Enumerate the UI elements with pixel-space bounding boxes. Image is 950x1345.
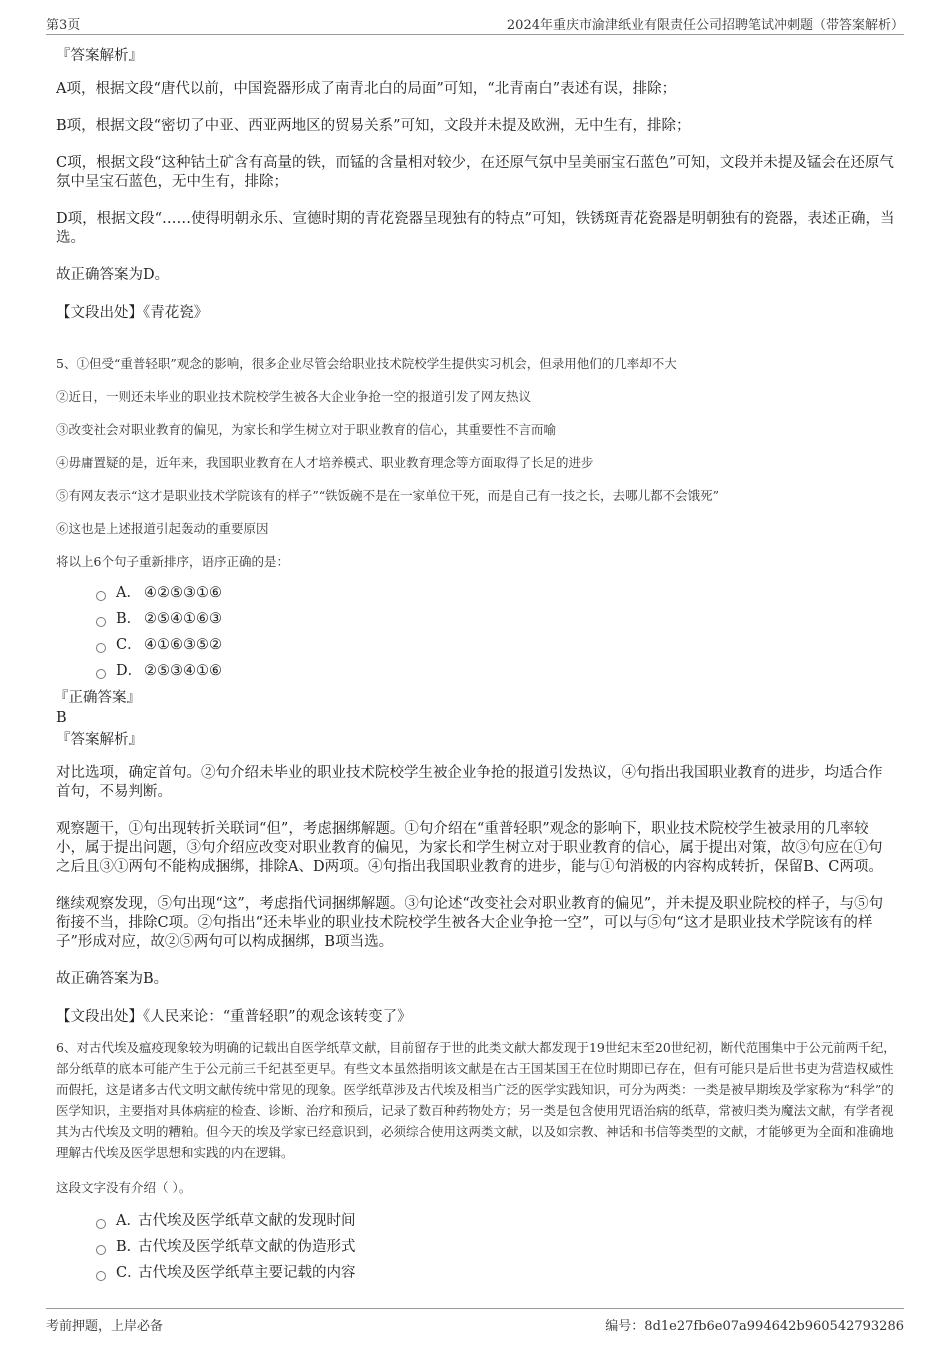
option-letter: B． <box>116 611 142 627</box>
q5-analysis-2: 观察题干，①句出现转折关联词“但”，考虑捆绑解题。①句介绍在“重普轻职”观念的影响下，职业技术院校学生被录用的几率较小，属于提出问题，③句介绍应改变对职业教育的偏见，为家长和学生树立对于职业教育的信心，属于提出对策，故③句应在①句之后且③①两句不能构成捆绑，排除A、D两项。④句指出我国职业教育的进步，能与①句消极的内容构成转折，保留B、C两项。 <box>56 821 883 875</box>
q5-conclusion: 故正确答案为B。 <box>56 971 169 987</box>
radio-icon[interactable] <box>96 591 106 601</box>
q5-sentence-2: ②近日，一则还未毕业的职业技术院校学生被各大企业争抢一空的报道引发了网友热议 <box>56 389 532 404</box>
q5-source: 【文段出处】《人民来论：“重普轻职”的观念该转变了》 <box>56 1009 412 1025</box>
q5-sentence-5: ⑤有网友表示“这才是职业技术学院该有的样子”“铁饭碗不是在一家单位干死，而是自己有一技之长，去哪儿都不会饿死” <box>56 488 720 503</box>
q6-prompt: 这段文字没有介绍（ ）。 <box>56 1180 192 1195</box>
option-text: 古代埃及医学纸草主要记载的内容 <box>138 1265 356 1281</box>
option-text: 古代埃及医学纸草文献的发现时间 <box>138 1213 356 1229</box>
q5-option-b[interactable] <box>96 606 896 632</box>
main-content <box>56 46 896 1290</box>
page-footer <box>46 1308 904 1337</box>
radio-icon[interactable] <box>96 1271 106 1281</box>
q5-sentence-1: 5、①但受“重普轻职”观念的影响，很多企业尽管会给职业技术院校学生提供实习机会，但录用他们的几率却不大 <box>56 356 677 371</box>
radio-icon[interactable] <box>96 1245 106 1255</box>
radio-icon[interactable] <box>96 643 106 653</box>
q5-analysis-1: 对比选项，确定首句。②句介绍未毕业的职业技术院校学生被企业争抢的报道引发热议，④句指出我国职业教育的进步，均适合作首句，不易判断。 <box>56 765 883 800</box>
option-text: ②⑤③④①⑥ <box>144 663 222 679</box>
radio-icon[interactable] <box>96 669 106 679</box>
q5-option-d[interactable] <box>96 658 896 684</box>
q4-analysis-a: A项，根据文段“唐代以前，中国瓷器形成了南青北白的局面”可知，“北青南白”表述有误，排除； <box>56 81 677 97</box>
q5-analysis-3: 继续观察发现，⑤句出现“这”，考虑指代词捆绑解题。③句论述“改变社会对职业教育的偏见”，并未提及职业院校的样子，与⑤句衔接不当，排除C项。②句指出“还未毕业的职业技术院校学生被各大企业争抢一空”，可以与⑤句“这才是职业技术学院该有的样子”形成对应，故②⑤两句可以构成捆绑，B项当选。 <box>56 896 884 950</box>
q6-options <box>96 1208 896 1286</box>
q5-correct-label: 『正确答案』 <box>54 690 141 706</box>
q4-analysis-label: 『答案解析』 <box>56 48 143 64</box>
option-letter: C． <box>116 637 142 653</box>
q5-option-a[interactable] <box>96 580 896 606</box>
q6-passage: 6、对古代埃及瘟疫现象较为明确的记载出自医学纸草文献，目前留存于世的此类文献大都发现于19世纪末至20世纪初，断代范围集中于公元前两千纪，部分纸草的底本可能产生于公元前三千纪甚至更早。有些文本虽然指明该文献是在古王国某国王在位时期即已存在，但有可能只是后世书吏为营造权威性而假托，这是诸多古代文明文献传统中常见的现象。医学纸草涉及古代埃及相当广泛的医学实践知识，可分为两类：一类是被早期埃及学家称为“科学”的医学知识，主要指对具体病症的检查、诊断、治疗和预后，记录了数百种药物处方；另一类是包含使用咒语治病的纸草，常被归类为魔法文献，有学者视其为古代埃及文明的糟粕。但今天的埃及学家已经意识到，必须综合使用这两类文献，以及如宗教、神话和书信等类型的文献，才能够更为全面和准确地理解古代埃及医学思想和实践的内在逻辑。 <box>56 1040 896 1160</box>
q5-prompt: 将以上6个句子重新排序，语序正确的是： <box>56 554 289 569</box>
q4-conclusion: 故正确答案为D。 <box>56 267 170 283</box>
option-text: ②⑤④①⑥③ <box>144 611 222 627</box>
page-header <box>46 12 904 35</box>
option-letter: A． <box>116 585 141 601</box>
q5-sentence-4: ④毋庸置疑的是，近年来，我国职业教育在人才培养模式、职业教育理念等方面取得了长足的进步 <box>56 455 594 470</box>
radio-icon[interactable] <box>96 1219 106 1229</box>
code-value: 8d1e27fb6e07a994642b960542793286 <box>644 1319 904 1334</box>
q5-options <box>96 580 896 684</box>
q5-option-c[interactable] <box>96 632 896 658</box>
option-letter: D． <box>116 663 143 679</box>
q5-correct-answer: B <box>56 710 67 726</box>
q4-analysis-d: D项，根据文段“……使得明朝永乐、宣德时期的青花瓷器呈现独有的特点”可知，铁锈斑青花瓷器是明朝独有的瓷器，表述正确，当选。 <box>56 211 895 246</box>
document-code <box>605 1315 904 1334</box>
q4-source: 【文段出处】《青花瓷》 <box>56 305 209 321</box>
q5-analysis-label: 『答案解析』 <box>56 732 143 748</box>
footer-slogan: 考前押题，上岸必备 <box>46 1319 164 1334</box>
page-number: 第3页 <box>46 18 81 33</box>
option-text: 古代埃及医学纸草文献的伪造形式 <box>138 1239 356 1255</box>
option-text: ④②⑤③①⑥ <box>144 585 222 601</box>
option-letter: A． <box>116 1213 141 1229</box>
q4-analysis-b: B项，根据文段“密切了中亚、西亚两地区的贸易关系”可知，文段并未提及欧洲，无中生有，排除； <box>56 118 691 134</box>
q6-option-b[interactable] <box>96 1234 896 1260</box>
option-letter: B． <box>116 1239 142 1255</box>
option-text: ④①⑥③⑤② <box>144 637 222 653</box>
q5-sentence-6: ⑥这也是上述报道引起轰动的重要原因 <box>56 521 269 536</box>
document-title: 2024年重庆市渝津纸业有限责任公司招聘笔试冲刺题（带答案解析） <box>506 18 904 33</box>
q6-option-c[interactable] <box>96 1260 896 1286</box>
q5-sentence-3: ③改变社会对职业教育的偏见，为家长和学生树立对于职业教育的信心，其重要性不言而喻 <box>56 422 557 437</box>
option-letter: C． <box>116 1265 142 1281</box>
q4-analysis-c: C项，根据文段“这种钴土矿含有高量的铁，而锰的含量相对较少，在还原气氛中呈美丽宝石蓝色”可知，文段并未提及锰会在还原气氛中呈宝石蓝色，无中生有，排除； <box>56 155 894 190</box>
code-label: 编号： <box>605 1319 645 1334</box>
radio-icon[interactable] <box>96 617 106 627</box>
q6-option-a[interactable] <box>96 1208 896 1234</box>
